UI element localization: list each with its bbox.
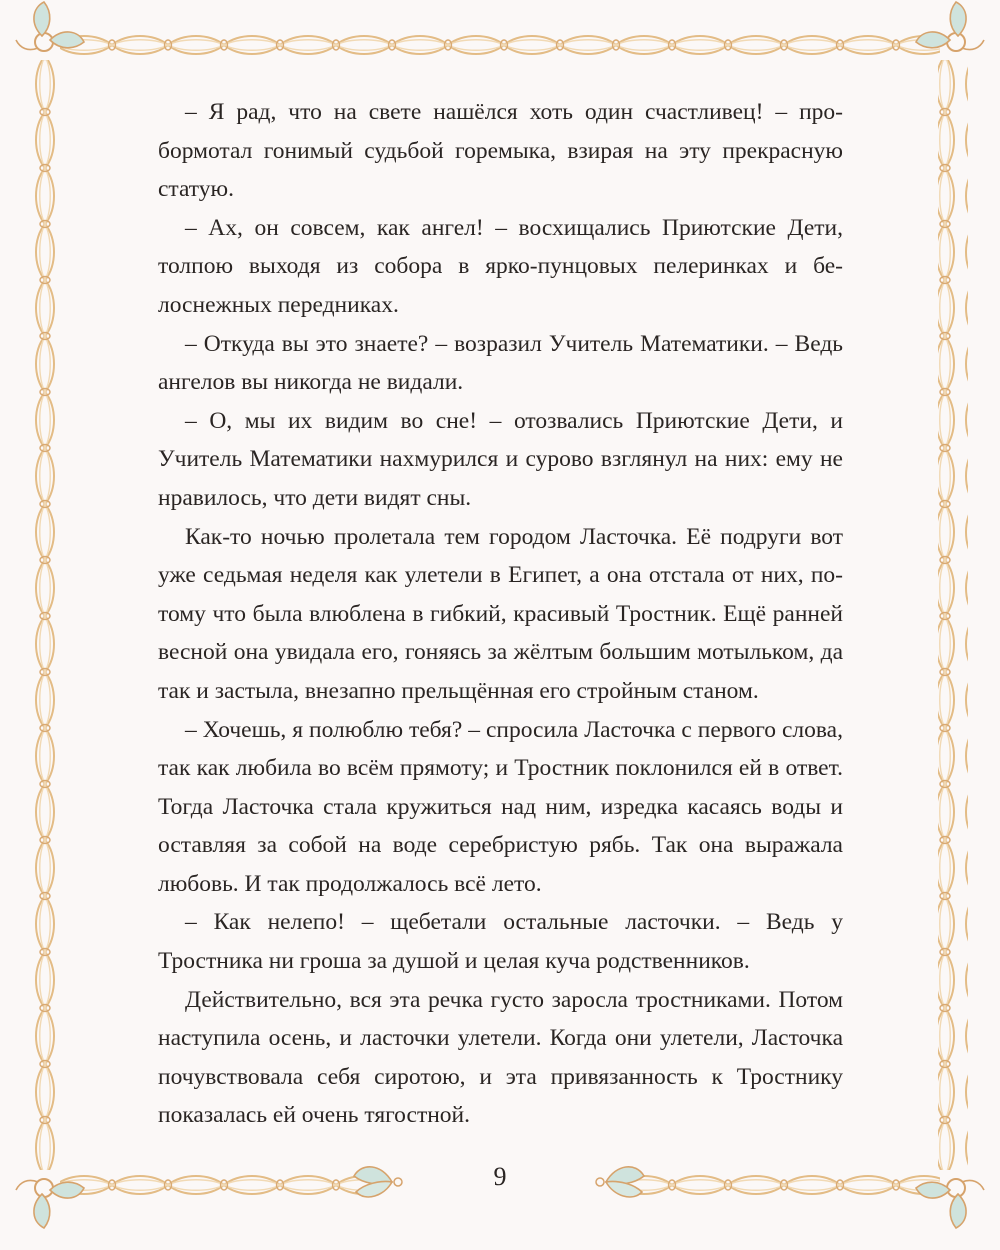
paragraph-4: – О, мы их видим во сне! – отозвались Приютские Дети, и Учитель Математики нахмурился и сурово взглянул на них: ему не нравилось, что дети видят сны. — [158, 407, 843, 511]
paragraph-3: – Откуда вы это знаете? – возразил Учитель Математики. – Ведь ангелов вы никогда не видали. — [158, 330, 843, 396]
corner-ornament-top-right — [916, 2, 984, 51]
page-number: 9 — [493, 1162, 507, 1191]
paragraph-1: – Я рад, что на свете нашёлся хоть один счастливец! – пробормотал гонимый судьбой горемыка, взирая на эту прекрасную статую. — [158, 99, 843, 203]
corner-ornament-bottom-right — [916, 1179, 984, 1228]
paragraph-5: Как-то ночью пролетала тем городом Ласточка. Её подруги вот уже седьмая неделя как улетели в Египет, а она отстала от них, потому что была влюблена в гибкий, красивый Тростник. Ещё ранней весной она увидала его, гоняясь за жёлтым большим мотыльком, да так и застыла, внезапно прельщённая его стройным станом. — [158, 523, 843, 704]
corner-ornament-bottom-left — [16, 1179, 84, 1228]
paragraph-8: Действительно, вся эта речка густо заросла тростниками. Потом наступила осень, и ласточки улетели. Когда они улетели, Ласточка почувствовала себя сиротою, и эта привязанность к Тростнику показалась ей очень тягостной. — [158, 986, 843, 1129]
corner-ornament-top-left — [16, 2, 84, 51]
paragraph-7: – Как нелепо! – щебетали остальные ласточки. – Ведь у Тростника ни гроша за душой и целая куча родственников. — [158, 909, 843, 975]
paragraph-2: – Ах, он совсем, как ангел! – восхищались Приютские Дети, толпою выходя из собора в ярко-пунцовых пелеринках и белоснежных передниках. — [158, 214, 843, 318]
page-body — [158, 93, 843, 1135]
paragraph-6: – Хочешь, я полюблю тебя? – спросила Ласточка с первого слова, так как любила во всём прямоту; и Тростник поклонился ей в ответ. Тогда Ласточка стала кружиться над ним, изредка касаясь воды и оставляя за собой на воде серебристую рябь. Так она выражала любовь. И так продолжалось всё лето. — [158, 716, 843, 897]
